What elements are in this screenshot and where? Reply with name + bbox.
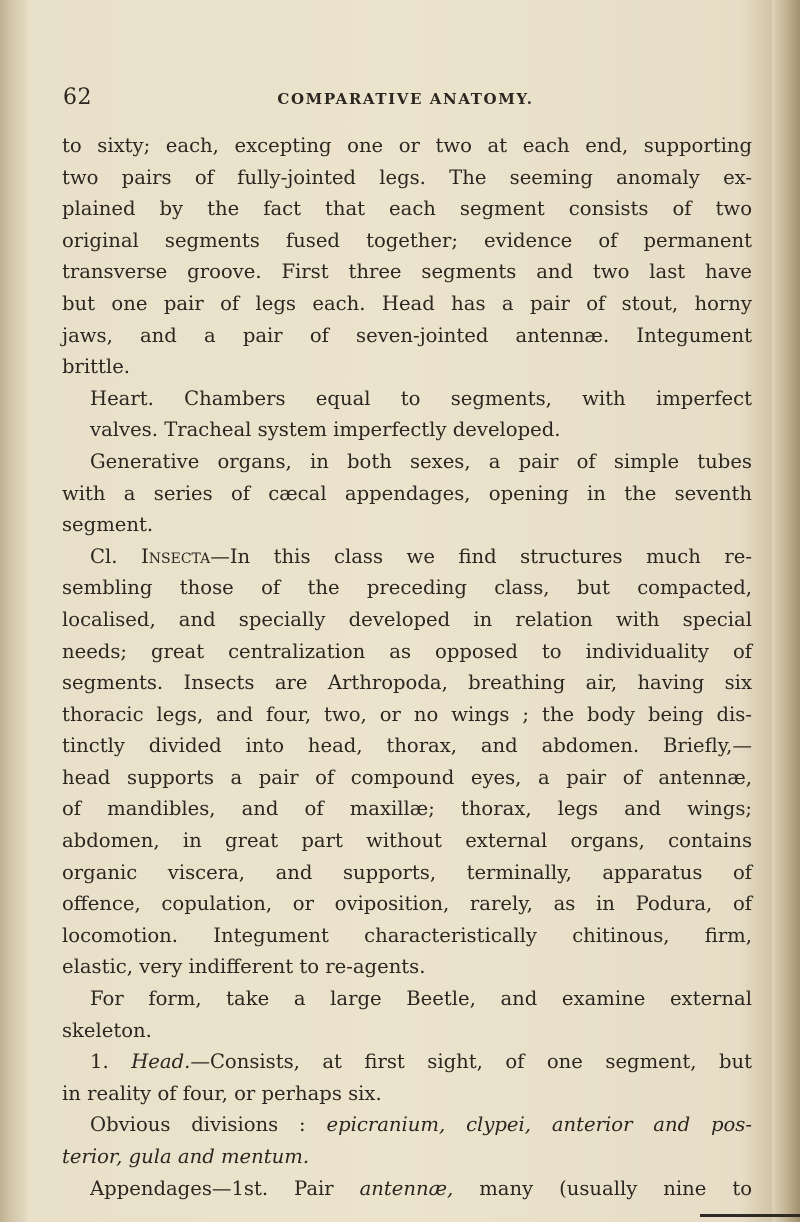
- antennae-rest: many (usually nine to: [479, 1176, 752, 1200]
- text-line-terior: [62, 1141, 752, 1173]
- text-line: brittle.: [62, 355, 131, 379]
- text-line: elastic, very indifferent to re-agents.: [62, 955, 426, 979]
- text-line: to sixty; each, excepting one or two at each end, supporting: [62, 134, 752, 157]
- text-line: jaws, and a pair of seven-jointed antennæ. Integument: [62, 323, 752, 347]
- text-line-appendages: [62, 1173, 752, 1205]
- text-line-obvious: [62, 1109, 752, 1141]
- text-line: of mandibles, and of maxillæ; thorax, legs and wings;: [62, 797, 752, 821]
- body-text: [62, 130, 752, 1204]
- text-line: skeleton.: [62, 1018, 152, 1042]
- text-line: For form, take a large Beetle, and examine external: [90, 987, 752, 1011]
- terior-italic: terior, gula and mentum.: [62, 1145, 310, 1168]
- text-line: Heart. Chambers equal to segments, with imperfect: [90, 386, 752, 410]
- running-head: COMPARATIVE ANATOMY.: [277, 90, 534, 108]
- text-line: needs; great centralization as opposed to individuality of: [62, 639, 752, 663]
- class-label: Cl.: [90, 544, 118, 568]
- page-number: 62: [63, 85, 92, 110]
- section-number: 1.: [90, 1050, 109, 1074]
- text-line: but one pair of legs each. Head has a pair of stout, horny: [62, 291, 752, 315]
- text-line: two pairs of fully-jointed legs. The seeming anomaly ex-: [62, 165, 752, 189]
- text-line: sembling those of the preceding class, but compacted,: [62, 576, 752, 600]
- text-line: tinctly divided into head, thorax, and abdomen. Briefly,—: [62, 734, 752, 758]
- head-description: —Consists, at first sight, of one segment, but: [190, 1050, 753, 1074]
- obvious-divisions-list: epicranium, clypei, anterior and pos-: [326, 1113, 752, 1137]
- text-line-insecta: [62, 541, 752, 573]
- text-line: plained by the fact that each segment consists of two: [62, 197, 752, 221]
- text-line: offence, copulation, or oviposition, rarely, as in Podura, of: [62, 892, 752, 916]
- text-line: original segments fused together; evidence of permanent: [62, 228, 752, 252]
- page-edge-shadow: [772, 0, 800, 1222]
- obvious-divisions-label: Obvious divisions :: [90, 1113, 306, 1137]
- text-line: segments. Insects are Arthropoda, breathing air, having six: [62, 671, 752, 695]
- text-line: Generative organs, in both sexes, a pair of simple tubes: [90, 449, 752, 473]
- text-line: with a series of cæcal appendages, opening in the seventh: [62, 481, 752, 505]
- text-line: thoracic legs, and four, two, or no wings ; the body being dis-: [62, 702, 752, 726]
- antennae-italic: antennæ,: [359, 1176, 454, 1200]
- text-line: in reality of four, or perhaps six.: [62, 1081, 382, 1105]
- appendages-label: Appendages—1st. Pair: [90, 1176, 334, 1200]
- insecta-intro: —In this class we find structures much re-: [210, 544, 752, 568]
- text-line: segment.: [62, 513, 154, 537]
- text-line: head supports a pair of compound eyes, a pair of antennæ,: [62, 765, 752, 789]
- text-line: locomotion. Integument characteristically chitinous, firm,: [62, 923, 752, 947]
- text-line: valves. Tracheal system imperfectly developed.: [90, 418, 561, 442]
- page-header: [63, 85, 748, 115]
- text-line: abdomen, in great part without external organs, contains: [62, 829, 752, 853]
- page-gutter-shadow: [0, 0, 26, 1222]
- text-line: localised, and specially developed in relation with special: [62, 607, 752, 631]
- section-title-head: Head.: [131, 1050, 191, 1074]
- class-name-insecta: Insecta: [141, 544, 211, 568]
- text-line: transverse groove. First three segments and two last have: [62, 260, 752, 284]
- text-line: organic viscera, and supports, terminally, apparatus of: [62, 860, 752, 884]
- text-line-head: [62, 1046, 752, 1078]
- bottom-edge-rule: [700, 1214, 800, 1217]
